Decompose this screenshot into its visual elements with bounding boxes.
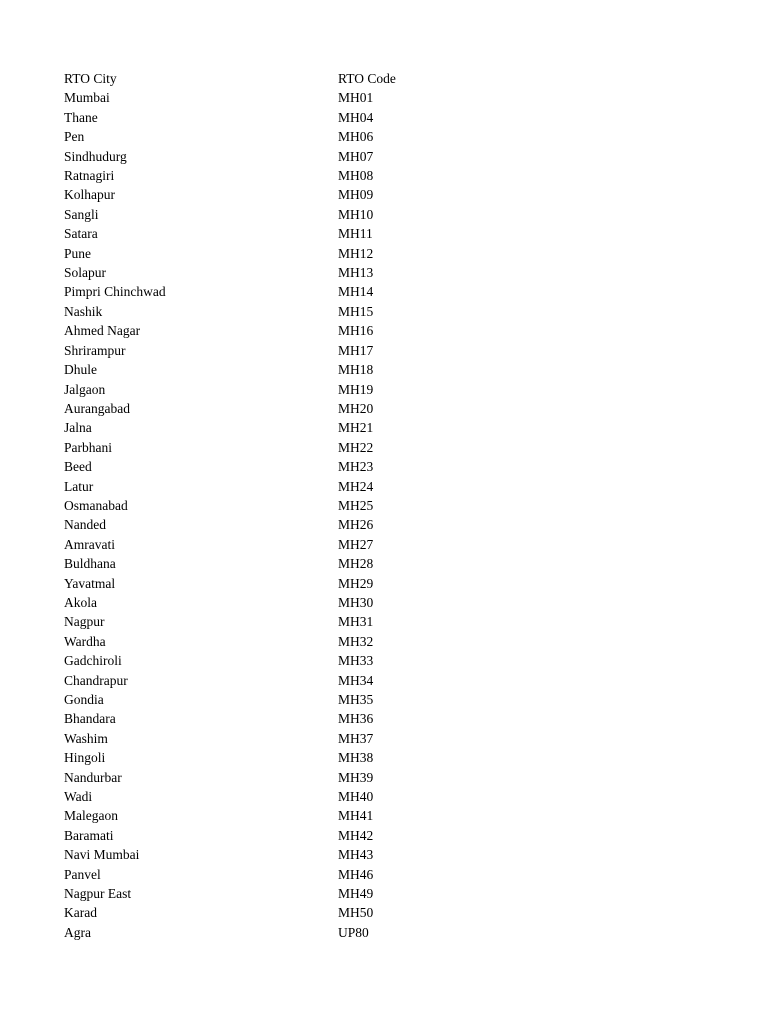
rto-city-cell: Navi Mumbai: [64, 847, 140, 863]
rto-city-cell: Gadchiroli: [64, 653, 122, 669]
rto-city-cell: Agra: [64, 924, 91, 940]
rto-code-cell: MH38: [338, 750, 374, 766]
table-row: [64, 282, 458, 301]
rto-city-cell: Malegaon: [64, 808, 118, 824]
rto-city-cell: Sangli: [64, 206, 99, 222]
table-row: [64, 612, 458, 631]
header-rto-code: RTO Code: [338, 71, 396, 86]
table-row: [64, 651, 458, 670]
table-row: [64, 360, 458, 379]
rto-city-cell: Akola: [64, 594, 97, 610]
rto-code-cell: MH06: [338, 129, 374, 145]
table-row: [64, 787, 458, 806]
rto-code-cell: MH12: [338, 245, 374, 261]
table-row: [64, 826, 458, 845]
rto-city-cell: Ratnagiri: [64, 168, 115, 184]
table-row: [64, 457, 458, 476]
rto-code-cell: MH50: [338, 905, 374, 921]
table-row: [64, 244, 458, 263]
table-row: [64, 185, 458, 204]
rto-city-cell: Pimpri Chinchwad: [64, 284, 166, 300]
table-row: [64, 205, 458, 224]
rto-code-cell: MH14: [338, 284, 374, 300]
rto-city-cell: Amravati: [64, 536, 115, 552]
rto-city-cell: Thane: [64, 109, 98, 125]
table-row: [64, 147, 458, 166]
rto-code-cell: MH35: [338, 692, 374, 707]
rto-code-cell: MH36: [338, 711, 374, 727]
rto-city-cell: Washim: [64, 730, 108, 746]
rto-code-cell: MH15: [338, 303, 374, 319]
rto-code-cell: MH01: [338, 90, 374, 106]
table-row: [64, 302, 458, 321]
rto-code-cell: MH39: [338, 769, 374, 785]
table-row: [64, 341, 458, 360]
rto-city-cell: Wadi: [64, 789, 93, 805]
table-row: [64, 127, 458, 146]
rto-city-cell: Satara: [64, 226, 98, 242]
rto-city-cell: Parbhani: [64, 439, 112, 455]
table-row: [64, 903, 458, 922]
rto-code-cell: MH22: [338, 439, 374, 455]
rto-city-cell: Panvel: [64, 866, 101, 882]
rto-city-cell: Yavatmal: [64, 575, 116, 591]
rto-city-cell: Karad: [64, 905, 97, 921]
table-row: [64, 399, 458, 418]
rto-city-cell: Dhule: [64, 362, 97, 378]
table-row: [64, 515, 458, 534]
rto-city-cell: Kolhapur: [64, 187, 115, 203]
table-row: [64, 418, 458, 437]
rto-city-cell: Beed: [64, 459, 92, 475]
rto-code-cell: MH31: [338, 614, 374, 630]
rto-code-cell: MH27: [338, 536, 374, 552]
table-header: [64, 69, 458, 88]
rto-code-cell: MH19: [338, 381, 374, 397]
rto-code-cell: MH29: [338, 575, 374, 591]
rto-code-cell: MH40: [338, 789, 374, 805]
rto-code-cell: MH32: [338, 633, 374, 649]
table-row: [64, 865, 458, 884]
table-row: [64, 845, 458, 864]
table-row: [64, 88, 458, 107]
rto-code-cell: MH20: [338, 400, 374, 416]
table-row: [64, 884, 458, 903]
rto-city-cell: Hingoli: [64, 750, 106, 766]
rto-code-cell: MH11: [338, 226, 373, 242]
rto-city-cell: Osmanabad: [64, 497, 128, 513]
table-row: [64, 477, 458, 496]
table-row: [64, 632, 458, 651]
table-row: [64, 768, 458, 787]
rto-city-cell: Buldhana: [64, 556, 116, 572]
rto-code-cell: MH43: [338, 847, 374, 863]
rto-code-cell: MH13: [338, 265, 374, 281]
rto-code-cell: MH42: [338, 827, 374, 843]
rto-city-cell: Mumbai: [64, 90, 110, 106]
table-row: [64, 709, 458, 728]
rto-city-cell: Aurangabad: [64, 400, 130, 416]
rto-code-cell: MH28: [338, 556, 374, 572]
rto-city-cell: Jalna: [64, 420, 92, 436]
rto-city-cell: Nashik: [64, 303, 103, 319]
rto-city-cell: Nagpur East: [64, 886, 132, 902]
table-row: [64, 593, 458, 612]
rto-code-cell: MH49: [338, 886, 374, 902]
table-row: [64, 748, 458, 767]
rto-city-cell: Baramati: [64, 827, 114, 843]
rto-city-cell: Nanded: [64, 517, 106, 533]
rto-code-cell: MH25: [338, 497, 374, 513]
table-row: [64, 574, 458, 593]
rto-code-cell: MH09: [338, 187, 374, 203]
rto-city-cell: Pen: [64, 129, 85, 145]
rto-city-cell: Sindhudurg: [64, 148, 127, 164]
rto-code-cell: UP80: [338, 924, 369, 940]
rto-city-cell: Chandrapur: [64, 672, 128, 688]
rto-code-cell: MH04: [338, 109, 374, 125]
rto-code-cell: MH16: [338, 323, 374, 339]
rto-code-cell: MH24: [338, 478, 374, 494]
table-body: [64, 88, 458, 942]
table-row: [64, 108, 458, 127]
table-row: [64, 690, 458, 709]
table-row: [64, 554, 458, 573]
table-row: [64, 263, 458, 282]
table-row: [64, 438, 458, 457]
rto-code-cell: MH17: [338, 342, 374, 358]
rto-city-cell: Ahmed Nagar: [64, 323, 141, 339]
rto-city-cell: Nandurbar: [64, 769, 122, 785]
rto-city-cell: Pune: [64, 245, 91, 261]
table-row: [64, 496, 458, 515]
table-row: [64, 224, 458, 243]
rto-code-cell: MH18: [338, 362, 374, 378]
table-row: [64, 729, 458, 748]
rto-city-cell: Nagpur: [64, 614, 105, 630]
rto-code-cell: MH33: [338, 653, 374, 669]
rto-code-cell: MH34: [338, 672, 374, 688]
table-row: [64, 166, 458, 185]
rto-city-cell: Gondia: [64, 692, 104, 707]
rto-city-cell: Jalgaon: [64, 381, 106, 397]
rto-code-cell: MH37: [338, 730, 374, 746]
table-row: [64, 806, 458, 825]
rto-code-cell: MH08: [338, 168, 374, 184]
rto-code-cell: MH21: [338, 420, 374, 436]
rto-code-cell: MH23: [338, 459, 374, 475]
rto-city-cell: Latur: [64, 478, 94, 494]
rto-city-cell: Bhandara: [64, 711, 116, 727]
header-rto-city: RTO City: [64, 71, 117, 86]
table-row: [64, 535, 458, 554]
rto-code-cell: MH26: [338, 517, 374, 533]
table-row: [64, 321, 458, 340]
table-row: [64, 671, 458, 690]
rto-city-cell: Wardha: [64, 633, 106, 649]
rto-code-table: [64, 69, 458, 942]
rto-code-cell: MH41: [338, 808, 374, 824]
rto-city-cell: Shrirampur: [64, 342, 126, 358]
rto-code-cell: MH46: [338, 866, 374, 882]
table-row: [64, 923, 458, 942]
rto-code-cell: MH30: [338, 594, 374, 610]
rto-city-cell: Solapur: [64, 265, 106, 281]
table-row: [64, 380, 458, 399]
rto-code-cell: MH10: [338, 206, 374, 222]
header-row: [64, 69, 458, 88]
rto-code-cell: MH07: [338, 148, 374, 164]
